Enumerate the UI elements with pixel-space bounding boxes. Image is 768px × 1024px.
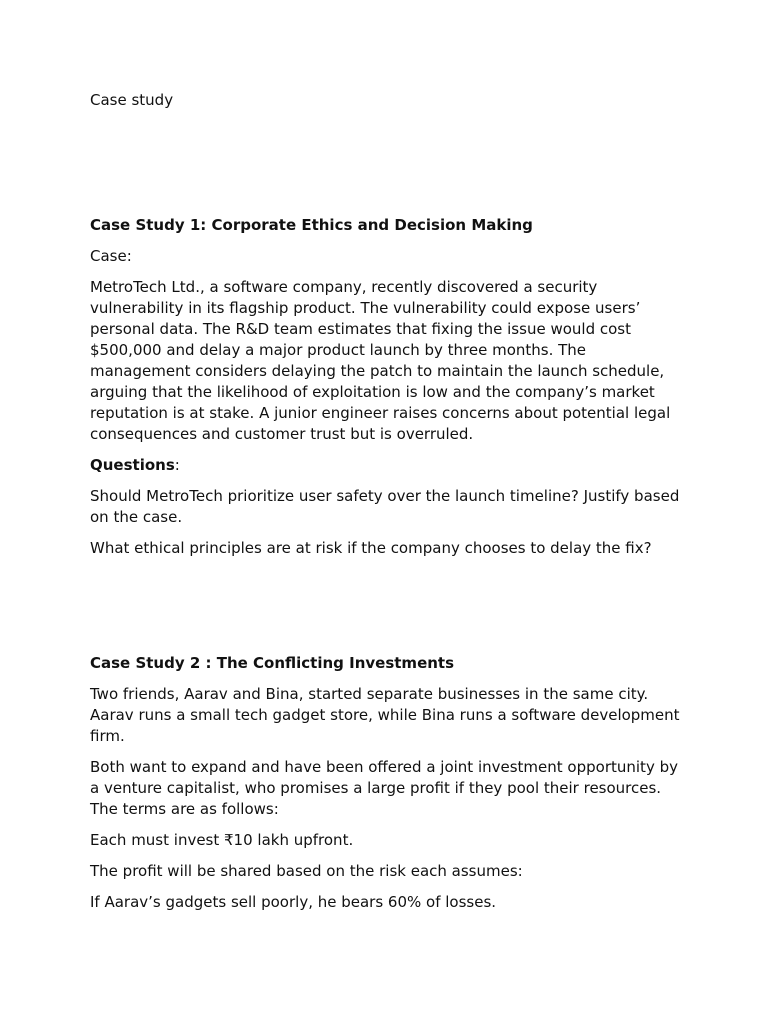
questions-label-text: Questions <box>90 456 175 474</box>
case-study-2-paragraph-4: The profit will be shared based on the risk each assumes: <box>90 862 523 880</box>
case-study-2-paragraph-1: Two friends, Aarav and Bina, started separate businesses in the same city. Aarav runs a small tech gadget store, while Bina runs a software development firm. <box>90 685 680 745</box>
questions-label <box>90 455 680 476</box>
document-body <box>90 90 680 923</box>
case-study-2-paragraph-2: Both want to expand and have been offered a joint investment opportunity by a venture capitalist, who promises a large profit if they pool their resources. The terms are as follows: <box>90 758 678 818</box>
document-title: Case study <box>90 91 174 109</box>
case-study-1-body: MetroTech Ltd., a software company, recently discovered a security vulnerability in its flagship product. The vulnerability could expose users’ personal data. The R&D team estimates that fixing the issue would cost $500,000 and delay a major product launch by three months. The management considers delaying the patch to maintain the launch schedule, arguing that the likelihood of exploitation is low and the company’s market reputation is at stake. A junior engineer raises concerns about potential legal consequences and customer trust but is overruled. <box>90 278 671 443</box>
case-study-2-heading: Case Study 2 : The Conflicting Investments <box>90 654 455 672</box>
question-1: Should MetroTech prioritize user safety over the launch timeline? Justify based on the case. <box>90 487 680 526</box>
case-label: Case: <box>90 247 132 265</box>
questions-label-colon: : <box>174 456 180 474</box>
question-2: What ethical principles are at risk if the company chooses to delay the fix? <box>90 539 652 557</box>
case-study-2-paragraph-5: If Aarav’s gadgets sell poorly, he bears 60% of losses. <box>90 893 497 911</box>
case-study-1-heading: Case Study 1: Corporate Ethics and Decision Making <box>90 216 533 234</box>
case-study-2-paragraph-3: Each must invest ₹10 lakh upfront. <box>90 831 354 849</box>
